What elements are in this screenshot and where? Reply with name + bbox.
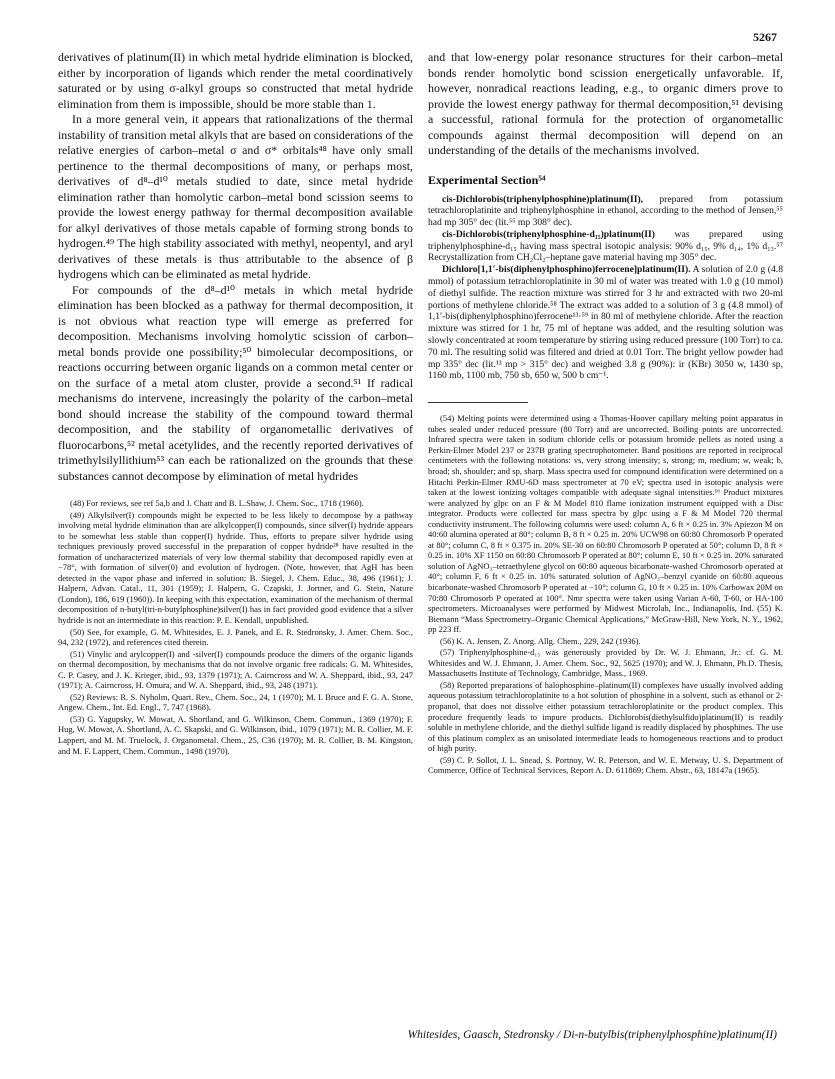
footnote: (58) Reported preparations of halophosphine–platinum(II) complexes have usually involved adding aqueous potassium tetrachloroplatinite to a hot solution of phosphine in a solvent, such as ethanol or 2-propanol, that does not dissolve either potassium tetrachloroplatinite or the product complex. This procedure frequently leads to impure products. Dichlorobis(diethylsulfido)platinum(II) is readily soluble in methylene chloride, and the diethyl sulfide ligand is readily displaced by phosphines. The use of this platinum complex as an unisolated intermediate leads to homogeneous reactions and to product of high purity. <box>428 679 783 754</box>
footnote: (52) Reviews: R. S. Nyholm, Quart. Rev., Chem. Soc., 24, 1 (1970); M. I. Bruce and F. G. A. Stone, Angew. Chem., Int. Ed. Engl., 7, 747 (1968). <box>58 691 413 713</box>
body-paragraph: For compounds of the d⁸–d¹⁰ metals in which metal hydride elimination has been blocked as a pathway for thermal decomposition, it is not obvious what reaction type will emerge as preferred for decomposition. Mechanisms involving homolytic scission of carbon–metal bonds provide one possibility;⁵⁰ bimolecular decompositions, or reactions occurring between organic ligands on a common metal center or on the surface of a metal atom cluster, provide a second.⁵¹ If radical mechanisms do intervene, increasingly the polarity of the carbon–metal bond should increase the stability of the compound toward thermal decomposition, and the stability of organometallic derivatives of fluorocarbons,⁵² metal acetylides, and the recently reported derivatives of trimethylsilyllithium⁵³ can each be rationalized on the grounds that these substances cannot decompose by elimination of metal hydrides <box>58 282 413 483</box>
footnote: (59) C. P. Sollot, J. L. Snead, S. Portnoy, W. R. Peterson, and W. E. Metway, U. S. Department of Commerce, Office of Technical Services, Report A. D. 611869; Chem. Abstr., 63, 18147a (1965). <box>428 754 783 776</box>
procedure-text: A solution of 2.0 g (4.8 mmol) of potassium tetrachloroplatinite in 30 ml of water was treated with 1.0 g (10 mmol) of diethyl sulfide. The reaction mixture was stirred for 3 hr and extracted with two 20-ml portions of methylene chloride.⁵⁸ The extract was added to a solution of 3 g (4.8 mmol) of 1,1′-bis(diphenylphosphino)ferrocene¹³·⁵⁹ in 80 ml of methylene chloride. After the reaction mixture was stirred for 1 hr, 75 ml of heptane was added, and the resulting solution was slowly concentrated at room temperature by stirring using reduced pressure (100 Torr) to ca. 70 ml. The resulting solid was filtered and dried at 0.01 Torr. The bright yellow powder had mp 335° dec (lit.¹³ mp > 315° dec) and weighed 3.8 g (90%): ir (KBr) 3050 w, 1430 sp, 1160 mb, 1100 mb, 750 sb, 650 w, 500 b cm⁻¹. <box>428 264 783 382</box>
running-footer: Whitesides, Gaasch, Stedronsky / Di-n-butylbis(triphenylphosphine)platinum(II) <box>407 1029 777 1041</box>
footnote: (53) G. Yagupsky, W. Mowat, A. Shortland, and G. Wilkinson, Chem. Commun., 1369 (1970); F. Hug, W. Mowat, A. Shortland, A. C. Skapski, and G. Wilkinson, ibid., 1079 (1971); M. R. Collier, M. F. Lappert, and M. M. Truelock, J. Organometal. Chem., 25, C36 (1970); M. R. Collier, B. M. Kingston, and M. F. Lappert, Chem. Commun., 1498 (1970). <box>58 713 413 756</box>
footnote: (57) Triphenylphosphine-d₁₅ was generously provided by Dr. W. J. Ehmann, Jr.: cf. G. M. Whitesides and W. J. Ehmann, J. Amer. Chem. Soc., 92, 5625 (1970); and W. J. Ehmann, Ph.D. Thesis, Massachusetts Institute of Technology, Cambridge, Mass., 1969. <box>428 647 783 679</box>
section-heading: Experimental Section⁵⁴ <box>428 172 546 187</box>
body-paragraph: In a more general vein, it appears that rationalizations of the thermal instability of transition metal alkyls that are based on considerations of the relative energies of carbon–metal σ and σ* orbitals⁴⁸ have only small pertinence to the thermal decompositions of many, or perhaps most, derivatives of d⁸–d¹⁰ metals studied to date, since metal hydride elimination rather than homolytic carbon–metal bond scission seems to provide the lowest energy pathway for thermal decomposition available for alkyl derivatives of those metals capable of forming strong bonds to hydrogen.⁴⁹ The high stability associated with methyl, neopentyl, and aryl derivatives of these metals is thus attributable to the absence of β hydrogens which can be eliminated as metal hydride. <box>58 112 413 281</box>
footnote-divider <box>428 402 528 403</box>
experimental-paragraph <box>428 194 783 229</box>
compound-name: cis-Dichlorobis(triphenylphosphine-d₁₅)platinum(II) <box>442 228 655 240</box>
footnote: (48) For reviews, see ref 5a,b and J. Chatt and B. L.Shaw, J. Chem. Soc., 1718 (1960). <box>70 498 364 508</box>
footnote: (54) Melting points were determined using a Thomas-Hoover capillary melting point apparatus in tubes sealed under reduced pressure (80 Torr) and are uncorrected. Boiling points are uncorrected. Infrared spectra were taken in sodium chloride cells or potassium bromide pellets as noted using a Perkin-Elmer Model 237 or 237B grating spectrophotometer. Band positions are reported in reciprocal centimeters with the following notations: vs, very strong intensity; s, strong; m, medium; w, weak; b, broad; sh, shoulder; and sp, sharp. Mass spectra used for compound identification were determined on a Hitachi Perkin-Elmer RMU-6D mass spectrometer at 70 eV; spectra used in isotopic analysis were taken at the lowest ionizing voltages compatible with adequate signal intensities.¹⁶ Product mixtures were analyzed by glpc on an F & M Model 810 flame ionization instrument equipped with a Disc integrator. Products were collected for mass spectra by glpc using a F & M Model 720 thermal conductivity instrument. The following columns were used: column A, 6 ft × 0.25 in. 3% Apiezon M on 40:60 alumina operated at 80°; column B, 8 ft × 0.25 in. 20% UCW98 on 60:80 Chromosorb P operated at 80°; column C, 8 ft × 0.375 in. 20% SE-30 on 60:80 Chromosorb P operated at 50°; column D, 8 ft × 0.25 in. 10% XF 1150 on 60:80 Chromosorb P operated at 80°; column E, 10 ft × 0.25 in. 20% saturated solution of AgNO₃–tetraethylene glycol on 60:80 aqueous bicarbonate-washed Chromosorb operated at 40°; column F, 6 ft × 0.25 in. 10% saturated solution of AgNO₃–benzyl cyanide on 60:80 aqueous bicarbonate-washed Chromosorb P operated at −10°; column G, 10 ft × 0.25 in. 10% Carbowax 20M on 70:80 Chromosorb P operated at 100°. Nmr spectra were taken using Varian A-60, T-60, or HA-100 spectrometers. Microanalyses were performed by Midwest Microlab, Inc., Indianapolis, Ind. (55) K. Biemann “Mass Spectrometry–Organic Chemical Applications,” McGraw-Hill, New York, N. Y., 1962, pp 223 ff. <box>428 413 783 635</box>
footnotes-left <box>58 498 413 756</box>
procedure-text: was prepared using triphenylphosphine-d₁₅ having mass spectral isotopic analysis: 90% d₁₅, 9% d₁₄, 1% d₁₃.⁵⁷ Recrystallization from CH₂Cl₂–heptane gave material having mp 305° dec. <box>428 228 783 264</box>
procedure-text: prepared from potassium tetrachloroplatinite and triphenylphosphine in ethanol, according to the method of Jensen,⁵⁵ had mp 305° dec (lit.⁵⁵ mp 308° dec). <box>428 193 783 229</box>
footnote: (56) K. A. Jensen, Z. Anorg. Allg. Chem., 229, 242 (1936). <box>440 635 641 646</box>
body-paragraph: and that low-energy polar resonance structures for their carbon–metal bonds render homolytic bond scission energetically unfavorable. If, however, nonradical reactions leading, e.g., to organic dimers prove to provide the lowest energy pathway for thermal decomposition,⁵¹ devising a successful, rational formula for the protection of organometallic compounds against thermal decomposition will depend on an understanding of the details of the mechanisms involved. <box>428 50 783 157</box>
footnote: (49) Alkylsilver(I) compounds might be expected to be less likely to decompose by a pathway involving metal hydride elimination than are alkylcopper(I) compounds, since silver(I) hydride appears to be somewhat less stable than copper(I) hydride. Thus, efforts to prepare silver hydride using techniques previously proved successful in the preparation of copper hydride²⁸ have resulted in the formation of uncharacterized materials of very low thermal stability that decomposed rapidly even at −78°, with formation of silver(0) and evolution of hydrogen. (Note, however, that AgH has been detected in the vapor phase and inferred in solution: B. Siegel, J. Chem. Educ., 38, 496 (1961); J. Halpern, Advan. Catal., 11, 301 (1959); J. Halpern, G. Czapski, J. Jortner, and G. Stein, Nature (London), 186, 619 (1960)). In keeping with this expectation, examination of the mechanism of thermal decomposition of n-butyl(tri-n-butylphosphine)silver(I) has in fact provided good evidence that a silver hydride is not an intermediate in this reaction: P. E. Kendall, unpublished. <box>58 509 413 626</box>
compound-name: cis-Dichlorobis(triphenylphosphine)platinum(II), <box>442 193 644 205</box>
experimental-paragraph <box>428 264 783 382</box>
footnote: (51) Vinylic and arylcopper(I) and -silver(I) compounds produce the dimers of the organic ligands on thermal decomposition, by mechanisms that do not involve organic free radicals: G. M. Whitesides, C. P. Casey, and J. K. Krieger, ibid., 93, 1379 (1971); A. Cairncross and W. A. Sheppard, ibid., 93, 247 (1971); A. Cairncross, H. Omura, and W. A. Sheppard, ibid., 93, 248 (1971). <box>58 648 413 691</box>
left-column <box>58 50 413 757</box>
page-number: 5267 <box>753 30 777 44</box>
right-column <box>428 50 783 777</box>
experimental-paragraph <box>428 229 783 264</box>
footnotes-right <box>428 413 783 776</box>
compound-name: Dichloro[1,1′-bis(diphenylphosphino)ferrocene]platinum(II). <box>442 264 691 276</box>
body-paragraph: derivatives of platinum(II) in which metal hydride elimination is blocked, either by incorporation of ligands which render the metal coordinatively saturated or by using σ-alkyl groups so constructed that metal hydride elimination from them is impossible, should be more stable than 1. <box>58 50 413 111</box>
footnote: (50) See, for example, G. M. Whitesides, E. J. Panek, and E. R. Stedronsky, J. Amer. Chem. Soc., 94, 232 (1972), and references cited therein. <box>58 626 413 648</box>
